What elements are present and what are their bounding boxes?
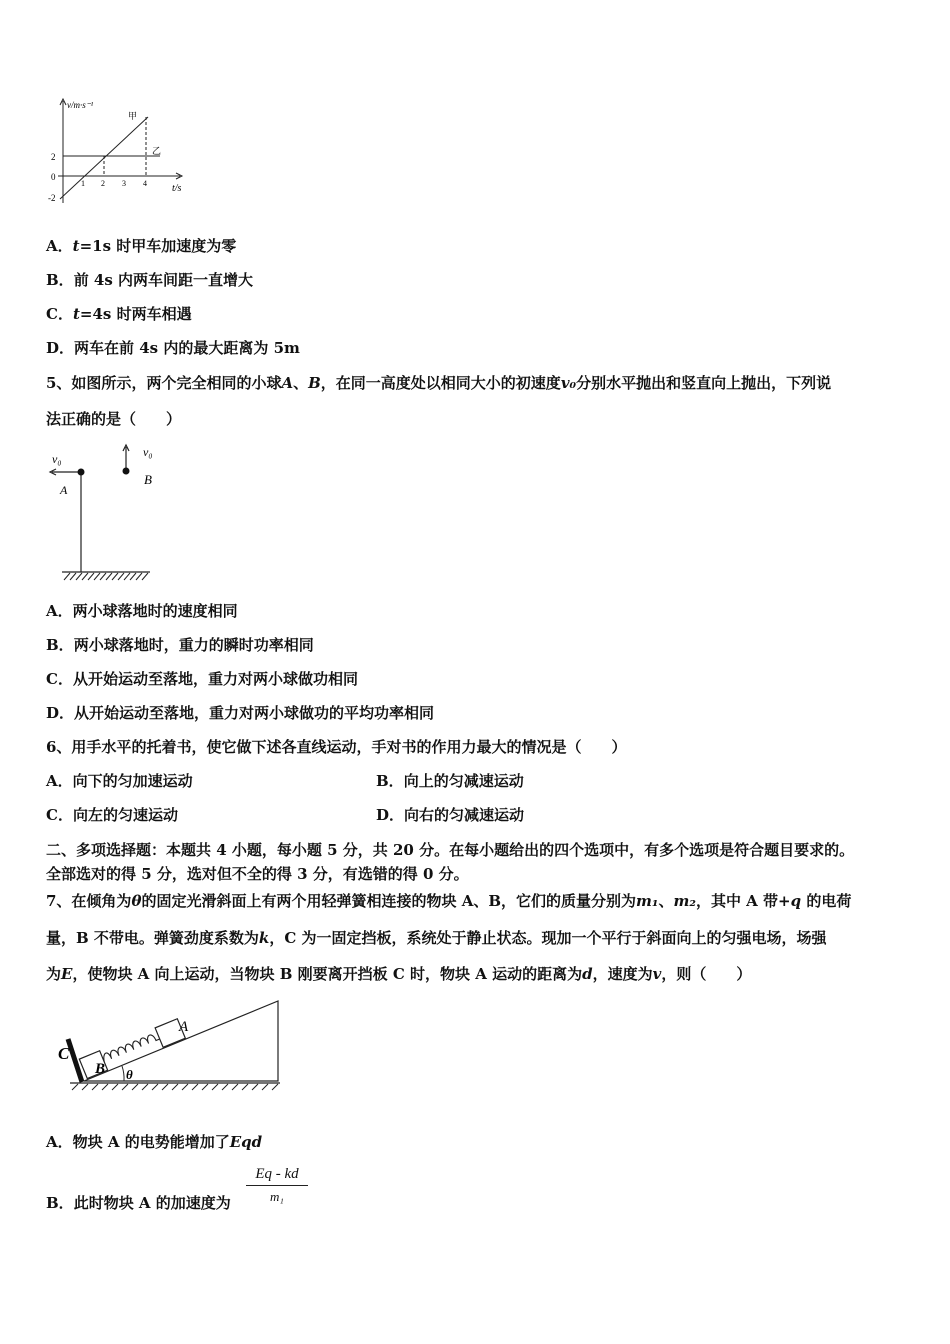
x-tick-4: 4 bbox=[143, 179, 147, 188]
q6-option-b: B．向上的匀减速运动 bbox=[376, 772, 524, 790]
line-jia-label: 甲 bbox=[128, 111, 138, 121]
ball-b-label: B bbox=[144, 472, 152, 487]
ball-a-label: A bbox=[60, 483, 68, 497]
q4-option-a: A．t=1s 时甲车加速度为零 bbox=[46, 237, 237, 255]
x-tick-1: 1 bbox=[81, 179, 85, 188]
section2-line1: 二、多项选择题：本题共 4 小题，每小题 5 分，共 20 分。在每小题给出的四个选项中，有多个选项是符合题目要求的。 bbox=[46, 841, 855, 859]
y-tick-0: 0 bbox=[51, 172, 56, 182]
label-a: A bbox=[179, 1019, 189, 1035]
fraction-numerator: Eq - kd bbox=[255, 1166, 299, 1182]
q6-option-c: C．向左的匀速运动 bbox=[46, 806, 178, 824]
x-tick-3: 3 bbox=[122, 179, 126, 188]
x-axis-label: t/s bbox=[172, 183, 182, 194]
label-c: C bbox=[58, 1044, 70, 1063]
q5-option-a: A．两小球落地时的速度相同 bbox=[46, 602, 238, 620]
label-theta: θ bbox=[126, 1067, 133, 1082]
q4-option-c: C．t=4s 时两车相遇 bbox=[46, 305, 192, 323]
fraction-denominator: m₁ bbox=[270, 1189, 284, 1204]
q7-incline-figure bbox=[52, 995, 282, 1095]
section2-line2: 全部选对的得 5 分，选对但不全的得 3 分，有选错的得 0 分。 bbox=[46, 865, 469, 883]
label-b: B bbox=[95, 1061, 106, 1077]
q5-option-d: D．从开始运动至落地，重力对两小球做功的平均功率相同 bbox=[46, 704, 435, 722]
q7-stem-line1: 7、在倾角为θ的固定光滑斜面上有两个用轻弹簧相连接的物块 A、B，它们的质量分别为m₁、m₂，其中 A 带+q 的电荷 bbox=[46, 892, 852, 910]
v0-right-label: v₀ bbox=[143, 445, 153, 459]
x-tick-2: 2 bbox=[101, 179, 105, 188]
q7-option-b-fraction bbox=[246, 1166, 308, 1205]
q4-option-d: D．两车在前 4s 内的最大距离为 5m bbox=[46, 339, 300, 357]
y-axis-label: v/m·s⁻¹ bbox=[67, 100, 94, 110]
q4-vt-graph bbox=[40, 95, 200, 210]
q6-stem: 6、用手水平的托着书，使它做下述各直线运动，手对书的作用力最大的情况是（ ） bbox=[46, 738, 627, 756]
q7-option-a: A．物块 A 的电势能增加了Eqd bbox=[46, 1133, 263, 1151]
q7-stem-line3: 为E，使物块 A 向上运动，当物块 B 刚要离开挡板 C 时，物块 A 运动的距离为d，速度为v，则（ ） bbox=[46, 965, 752, 983]
spring bbox=[101, 1032, 159, 1062]
q6-option-d: D．向右的匀减速运动 bbox=[376, 806, 525, 824]
ball-a bbox=[78, 469, 85, 476]
y-tick-neg2: -2 bbox=[48, 193, 56, 203]
q7-option-b: B．此时物块 A 的加速度为 bbox=[46, 1194, 231, 1212]
q6-option-a: A．向下的匀加速运动 bbox=[46, 772, 193, 790]
q4-option-b: B．前 4s 内两车间距一直增大 bbox=[46, 271, 254, 289]
q5-stem-line2: 法正确的是（ ） bbox=[46, 410, 182, 428]
q7-stem-line2: 量，B 不带电。弹簧劲度系数为k，C 为一固定挡板，系统处于静止状态。现加一个平行于斜面向上的匀强电场，场强 bbox=[46, 929, 827, 947]
incline bbox=[84, 1001, 278, 1081]
q5-option-b: B．两小球落地时，重力的瞬时功率相同 bbox=[46, 636, 314, 654]
q5-figure bbox=[46, 440, 161, 585]
q5-option-c: C．从开始运动至落地，重力对两小球做功相同 bbox=[46, 670, 358, 688]
v0-left-label: v₀ bbox=[52, 452, 62, 466]
y-tick-2: 2 bbox=[51, 152, 56, 162]
q5-stem-line1: 5、如图所示，两个完全相同的小球A、B，在同一高度处以相同大小的初速度v₀分别水平抛出和竖直向上抛出，下列说 bbox=[46, 374, 832, 392]
ball-b bbox=[123, 468, 130, 475]
line-yi-label: 乙 bbox=[152, 146, 162, 156]
